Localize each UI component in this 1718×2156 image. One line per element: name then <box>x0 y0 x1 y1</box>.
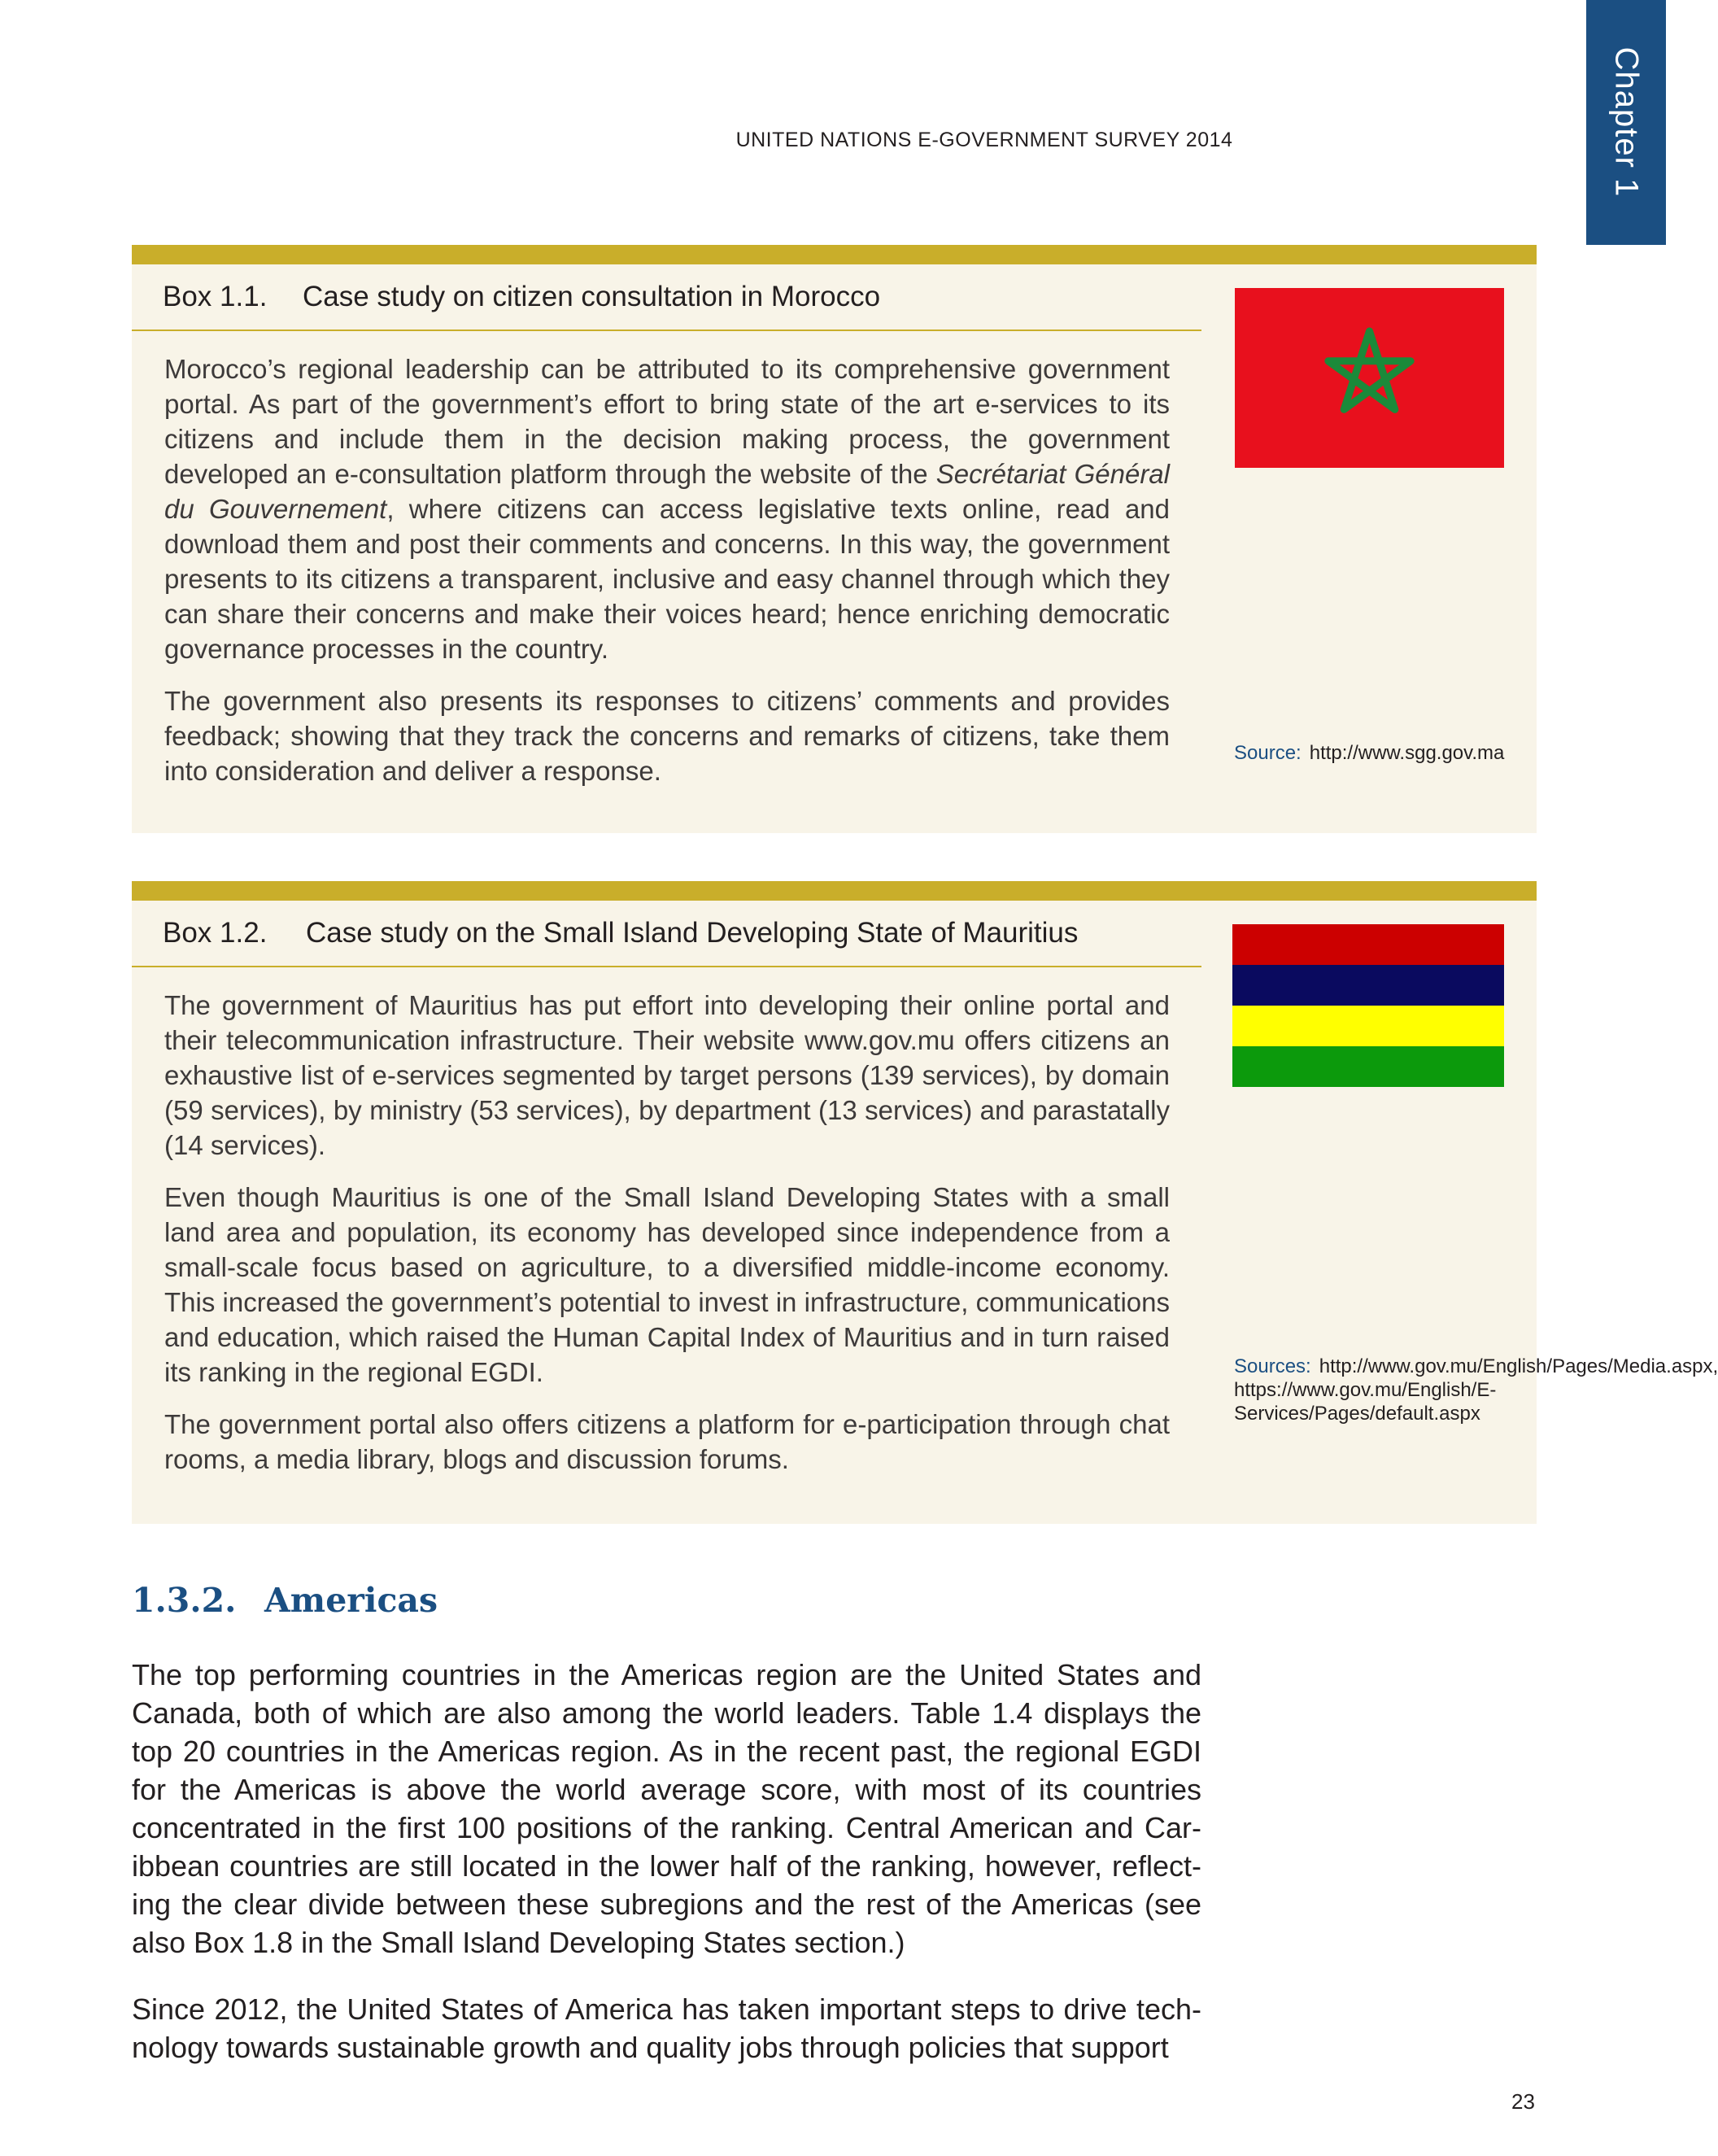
section-number: 1.3.2. <box>132 1581 237 1620</box>
box-paragraph <box>164 351 1170 666</box>
box-paragraph: The government of Mauritius has put effort into developing their online portal and their telecommunication infrastructure. Their website www.gov.mu offers citizens an exhaustive list of e-services segmented by target persons (139 services), by domain (59 services), by ministry (53 services), by department (13 services) and parastatally (14 services). <box>164 990 1170 1160</box>
source-label: Sources: <box>1234 1355 1311 1377</box>
box-paragraph-part: Morocco’s regional leadership can be attributed to its comprehensive government portal. As part of the government’s effort to bring state of the art e-services to its citizens and include them in the decision making process, the government developed an e-consultation platform through the website of the <box>164 354 1170 489</box>
source-link[interactable]: http://www.sgg.gov.ma <box>1309 742 1505 764</box>
flag-stripe-red <box>1232 924 1504 965</box>
box-source <box>1234 741 1505 765</box>
box-paragraph: Even though Mauritius is one of the Small Island Developing States with a small land area and population, its economy has developed since independence from a small-scale focus based on agriculture, to a diversified middle-income economy. This increased the government’s potential to invest in infrastructure, communications and education, which raised the Human Capital Index of Mauritius and in turn raised its ranking in the regional EGDI. <box>164 1182 1170 1387</box>
box-title <box>163 917 1078 949</box>
box-title-rule <box>132 966 1201 967</box>
box-paragraph-part: , where citizens can access legislative texts online, read and download them and post their comments and concerns. In this way, the government presents to its citizens a transparent, inclusive and easy channel through which they can share their concerns and make their voices heard; hence enriching democratic governance processes in the country. <box>164 494 1170 664</box>
morocco-flag <box>1235 288 1504 468</box>
chapter-tab <box>1586 0 1666 245</box>
source-label: Source: <box>1234 742 1302 764</box>
section-title: Americas <box>264 1581 438 1620</box>
flag-field <box>1235 288 1504 468</box>
flag-stripe-yellow <box>1232 1006 1504 1046</box>
flag-stripe-blue <box>1232 965 1504 1006</box>
box-top-bar <box>132 881 1537 901</box>
body-paragraph: Since 2012, the United States of America has taken important steps to drive technology towards sustainable growth and quality jobs through policies that support <box>132 1992 1201 2064</box>
case-study-box-morocco <box>132 245 1537 833</box>
box-title-text: Case study on citizen consultation in Morocco <box>303 281 881 312</box>
box-title-text: Case study on the Small Island Developing State of Mauritius <box>306 917 1079 949</box>
box-source <box>1234 1355 1718 1425</box>
box-top-bar <box>132 245 1537 264</box>
case-study-box-mauritius <box>132 881 1718 1524</box>
box-paragraph: The government also presents its responses to citizens’ comments and provides feedback; showing that they track the concerns and remarks of citizens, take them into consideration and deliver a response. <box>164 686 1170 786</box>
box-number: Box 1.2. <box>163 917 268 949</box>
box-number: Box 1.1. <box>163 281 268 312</box>
mauritius-flag <box>1232 924 1504 1087</box>
box-title <box>163 281 880 313</box>
box-paragraph: The government portal also offers citizens a platform for e-participation through chat rooms, a media library, blogs and discussion forums. <box>164 1409 1170 1474</box>
source-link[interactable]: http://www.gov.mu/English/Pages/Media.aspx, https://www.gov.mu/English/E-Services/Pages/default.aspx <box>1234 1355 1718 1425</box>
flag-stripe-green <box>1232 1046 1504 1087</box>
box-title-rule <box>132 330 1201 331</box>
box-paragraph-italic: Secrétariat Général du Gouvernement <box>164 459 1170 524</box>
body-paragraph: The top performing countries in the Americas region are the United States and Canada, both of which are also among the world leaders. Table 1.4 displays the top 20 countries in the Americas region. As in the recent past, the regional EGDI for the Americas is above the world average score, with most of its countries concentrated in the first 100 positions of the ranking. Central American and Caribbean countries are still located in the lower half of the ranking, however, reflecting the clear divide between these subregions and the rest of the Americas (see also Box 1.8 in the Small Island Developing States section.) <box>132 1658 1201 1959</box>
chapter-tab-label: Chapter 1 <box>1608 46 1645 198</box>
page-number: 23 <box>1511 2089 1535 2114</box>
section-heading <box>132 1581 438 1620</box>
running-header: UNITED NATIONS E-GOVERNMENT SURVEY 2014 <box>735 129 1233 151</box>
